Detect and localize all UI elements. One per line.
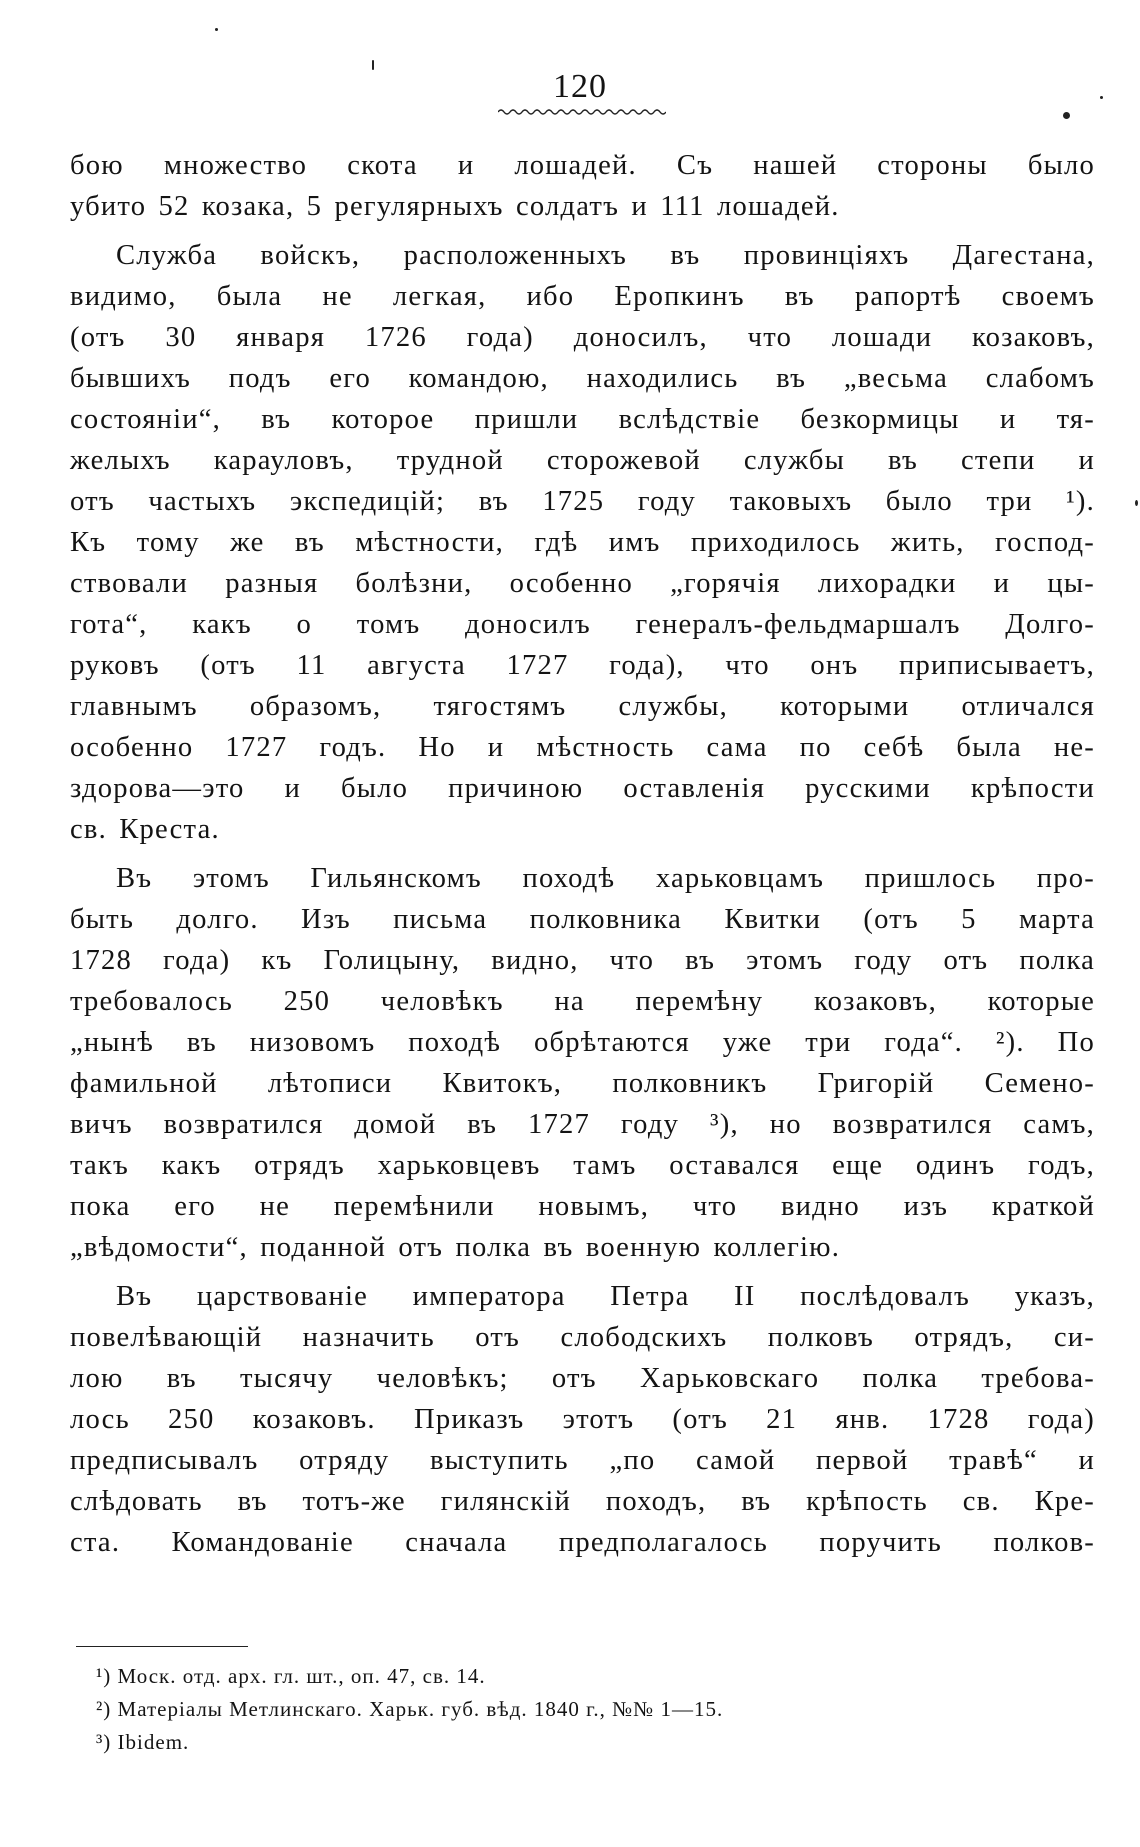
text-line: руковъ (отъ 11 августа 1727 года), что онъ приписываетъ, [70,650,1095,681]
text-line: фамильной лѣтописи Квитокъ, полковникъ Григорій Семено- [70,1068,1095,1099]
text-line: ста. Командованіе сначала предполагалось поручить полков- [70,1527,1095,1558]
text-line: отъ частыхъ экспедицій; въ 1725 году таковыхъ было три ¹). [70,486,1095,517]
paragraph-gap [70,850,1095,858]
body-text [70,145,1095,1563]
text-line: требовалось 250 человѣкъ на перемѣну козаковъ, которые [70,986,1095,1017]
scan-speck [1063,112,1070,119]
footnote: ¹) Моск. отд. арх. гл. шт., оп. 47, св. 14. [96,1664,486,1688]
page-number: 120 [553,68,607,105]
text-line: здорова—это и было причиною оставленія русскими крѣпости [70,773,1095,804]
text-line: пока его не перемѣнили новымъ, что видно изъ краткой [70,1191,1095,1222]
text-line: гота“, какъ о томъ доносилъ генералъ-фельдмаршалъ Долго- [70,609,1095,640]
text-line: „нынѣ въ низовомъ походѣ обрѣтаются уже три года“. ²). По [70,1027,1095,1058]
paragraph [70,145,1095,227]
scan-speck [215,28,218,31]
footnote: ³) Ibidem. [96,1730,190,1754]
paragraph [70,235,1095,850]
scan-speck [1100,96,1103,99]
text-line: бывшихъ подъ его командою, находились въ „весьма слабомъ [70,363,1095,394]
text-line: такъ какъ отрядъ харьковцевъ тамъ оставался еще одинъ годъ, [70,1150,1095,1181]
scan-speck [1135,500,1138,506]
text-line: 1728 года) къ Голицыну, видно, что въ этомъ году отъ полка [70,945,1095,976]
text-line: Служба войскъ, расположенныхъ въ провинціяхъ Дагестана, [116,240,1095,271]
text-line: предписывалъ отряду выступить „по самой первой травѣ“ и [70,1445,1095,1476]
footnotes [96,1660,1056,1759]
paragraph [70,1276,1095,1563]
text-line: ствовали разныя болѣзни, особенно „горячія лихорадки и цы- [70,568,1095,599]
text-line: вичъ возвратился домой въ 1727 году ³), но возвратился самъ, [70,1109,1095,1140]
wavy-underline-ornament [498,107,666,117]
paragraph-gap [70,1268,1095,1276]
text-line: состояніи“, въ которое пришли вслѣдствіе безкормицы и тя- [70,404,1095,435]
paragraph-gap [70,227,1095,235]
paragraph [70,858,1095,1268]
text-line: главнымъ образомъ, тягостямъ службы, которыми отличался [70,691,1095,722]
text-line: св. Креста. [70,814,220,845]
text-line: особенно 1727 годъ. Но и мѣстность сама по себѣ была не- [70,732,1095,763]
footnote-separator [76,1646,248,1647]
text-line: (отъ 30 января 1726 года) доносилъ, что лошади козаковъ, [70,322,1095,353]
text-line: быть долго. Изъ письма полковника Квитки (отъ 5 марта [70,904,1095,935]
footnote: ²) Матеріалы Метлинскаго. Харьк. губ. вѣд. 1840 г., №№ 1—15. [96,1697,724,1721]
text-line: лою въ тысячу человѣкъ; отъ Харьковскаго полка требова- [70,1363,1095,1394]
text-line: лось 250 козаковъ. Приказъ этотъ (отъ 21 янв. 1728 года) [70,1404,1095,1435]
text-line: Въ царствованіе императора Петра II послѣдовалъ указъ, [116,1281,1095,1312]
text-line: бою множество скота и лошадей. Съ нашей стороны было [70,150,1095,181]
text-line: видимо, была не легкая, ибо Еропкинъ въ рапортѣ своемъ [70,281,1095,312]
text-line: повелѣвающій назначить отъ слободскихъ полковъ отрядъ, си- [70,1322,1095,1353]
text-line: „вѣдомости“, поданной отъ полка въ военную коллегію. [70,1232,841,1263]
scan-speck [372,60,374,70]
text-line: Въ этомъ Гильянскомъ походѣ харьковцамъ пришлось про- [116,863,1095,894]
text-line: слѣдовать въ тотъ-же гилянскій походъ, въ крѣпость св. Кре- [70,1486,1095,1517]
text-line: убито 52 козака, 5 регулярныхъ солдатъ и 111 лошадей. [70,191,840,222]
text-line: Къ тому же въ мѣстности, гдѣ имъ приходилось жить, господ- [70,527,1095,558]
text-line: желыхъ карауловъ, трудной сторожевой службы въ степи и [70,445,1095,476]
page-header [0,68,1140,106]
